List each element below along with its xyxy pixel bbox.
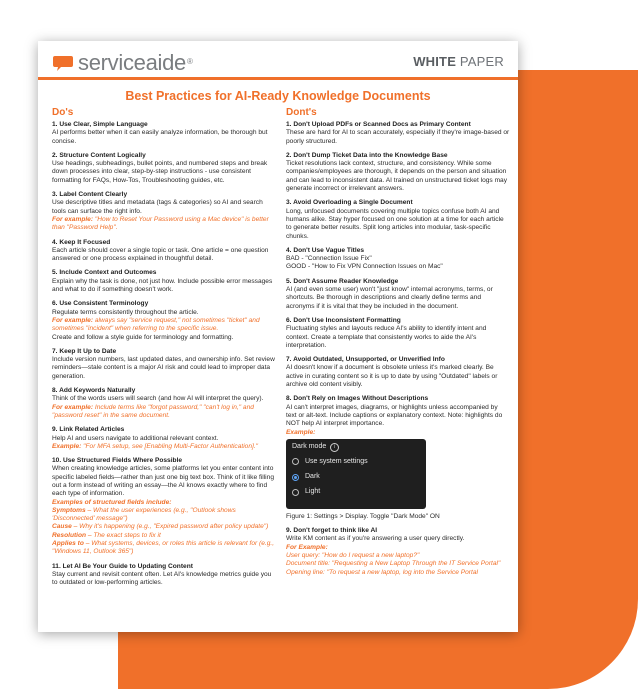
donts-item-title: 1. Don't Upload PDFs or Scanned Docs as Primary Content bbox=[286, 121, 471, 128]
donts-item-body: These are hard for AI to scan accurately, especially if they're image-based or poorly structured. bbox=[286, 129, 510, 145]
donts-item-body: Long, unfocused documents covering multiple topics confuse both AI and humans alike. Stay hyper focused on one solution at a time for each article to generate better results. Split long articles into modular, task-specific chunks. bbox=[286, 207, 504, 240]
donts-item bbox=[286, 121, 510, 146]
dos-item bbox=[52, 152, 276, 185]
field-text: – What the user experiences (e.g., "Outlook shows 'Disconnected' message") bbox=[52, 506, 236, 523]
dos-item bbox=[52, 191, 276, 232]
dos-item-title: 2. Structure Content Logically bbox=[52, 151, 146, 159]
dos-item-title: 4. Keep It Focused bbox=[52, 238, 111, 246]
dos-item bbox=[52, 426, 276, 451]
dos-item-title: 9. Link Related Articles bbox=[52, 426, 125, 434]
dos-item bbox=[52, 457, 276, 557]
example-label: For example: bbox=[52, 403, 94, 411]
dos-item-body: Each article should cover a single topic or task. One article = one question answered or one process explained in thoughtful detail. bbox=[52, 246, 269, 263]
field-text: – Why it's happening (e.g., "Expired password after policy update") bbox=[71, 523, 269, 531]
think-example-line: Opening line: "To request a new laptop, log into the Service Portal bbox=[286, 568, 478, 576]
dos-item-example bbox=[52, 443, 276, 451]
dark-mode-screenshot bbox=[286, 439, 426, 509]
dos-item-body-extra: Create and follow a style guide for terminology and formatting. bbox=[52, 333, 234, 341]
donts-item-title: 9. Don't forget to think like AI bbox=[286, 527, 378, 535]
dos-item-body: Explain why the task is done, not just how. Include possible error messages and what to do if something doesn't work. bbox=[52, 277, 273, 294]
field-label: Resolution bbox=[52, 531, 87, 539]
dos-item bbox=[52, 300, 276, 341]
donts-item-body: AI doesn't know if a document is obsolete unless it's marked clearly. Be active in curating content so it is up to date by using "Outdated" labels or archive old content visibly. bbox=[286, 364, 498, 389]
dos-item-body: Use descriptive titles and metadata (tags & categories) so AI and search tools can surface the right info. bbox=[52, 199, 263, 215]
donts-item bbox=[286, 247, 510, 272]
field-label: Symptoms bbox=[52, 506, 86, 514]
donts-item-title: 6. Don't Use Inconsistent Formatting bbox=[286, 316, 401, 324]
registered-mark: ® bbox=[186, 56, 193, 66]
field-text: – The exact steps to fix it bbox=[86, 531, 161, 539]
radio-icon bbox=[292, 489, 299, 496]
dos-item-title: 5. Include Context and Outcomes bbox=[52, 269, 157, 277]
radio-label: Use system settings bbox=[305, 457, 368, 465]
dos-item bbox=[52, 348, 276, 381]
dos-item-body: Stay current and revisit content often. Let AI's knowledge metrics guide you to outdated or low-performing articles. bbox=[52, 570, 272, 587]
structured-fields-heading: Examples of structured fields include: bbox=[52, 498, 172, 506]
structured-field bbox=[52, 523, 276, 531]
serviceaide-logo bbox=[52, 50, 193, 76]
donts-item-body: Ticket resolutions lack context, structure, and consistency. While some companies/employees are thorough, it depends on the person and situation and can lead to inconsistent data. AI trained on unstructured ticket logs may generate incorrect or irrelevant answers. bbox=[286, 160, 508, 193]
example-text: "For MFA setup, see [Enabling Multi-Factor Authentication]." bbox=[81, 442, 259, 450]
dos-item bbox=[52, 121, 276, 146]
donts-item-body: AI can't interpret images, diagrams, or highlights unless accompanied by text or alt-text. Include captions or explanatory context. Note: highlights do NOT help AI interpret importance. bbox=[286, 403, 503, 428]
header-divider bbox=[38, 77, 518, 80]
dos-item-body: Use headings, subheadings, bullet points, and numbered steps and break down processes into clear, step-by-step instructions - use consistent formatting for FAQs, How-Tos, Troubleshooting guides, etc. bbox=[52, 160, 268, 184]
dos-item-title: 8. Add Keywords Naturally bbox=[52, 387, 136, 395]
donts-item bbox=[286, 152, 510, 193]
field-text: – What systems, devices, or roles this article is relevant for (e.g., "Windows 11, Outlook 365") bbox=[52, 540, 275, 556]
dos-item-title: 1. Use Clear, Simple Language bbox=[52, 121, 148, 128]
dos-item bbox=[52, 387, 276, 420]
think-example-line: User query: "How do I request a new laptop?" bbox=[286, 551, 420, 559]
donts-item-title: 4. Don't Use Vague Titles bbox=[286, 246, 365, 254]
dos-item bbox=[52, 563, 276, 588]
donts-item-body: BAD - "Connection Issue Fix" bbox=[286, 255, 372, 263]
white-paper-page bbox=[38, 41, 518, 632]
speech-bubble-icon bbox=[52, 54, 74, 72]
dark-mode-title bbox=[286, 443, 426, 452]
example-label: Example: bbox=[286, 428, 316, 436]
donts-item-title: 7. Avoid Outdated, Unsupported, or Unverified Info bbox=[286, 356, 445, 364]
dos-item-example bbox=[52, 216, 276, 233]
radio-dark bbox=[286, 473, 426, 481]
radio-selected-icon bbox=[292, 474, 299, 481]
dos-item-example bbox=[52, 404, 276, 421]
dos-item bbox=[52, 239, 276, 264]
donts-item-title: 8. Don't Rely on Images Without Descriptions bbox=[286, 395, 429, 403]
radio-label: Light bbox=[305, 488, 321, 496]
donts-heading: Dont's bbox=[286, 107, 317, 118]
structured-field bbox=[52, 507, 276, 524]
donts-item-body: Write KM content as if you're answering a user query directly. bbox=[286, 535, 465, 543]
example-label: Example: bbox=[52, 442, 82, 450]
page-title: Best Practices for AI-Ready Knowledge Documents bbox=[125, 89, 431, 103]
donts-item bbox=[286, 356, 510, 389]
dos-item-body: AI performs better when it can easily analyze information, be thorough but concise. bbox=[52, 129, 268, 145]
dos-item-body: Think of the words users will search (and how AI will interpret the query). bbox=[52, 395, 264, 403]
donts-item-body-extra: GOOD - "How to Fix VPN Connection Issues on Mac" bbox=[286, 263, 443, 271]
dos-heading: Do's bbox=[52, 107, 74, 118]
donts-item-title: 5. Don't Assume Reader Knowledge bbox=[286, 277, 399, 285]
dos-item-title: 6. Use Consistent Terminology bbox=[52, 300, 149, 308]
example-text: "How to Reset Your Password using a Mac device" is better than "Password Help". bbox=[52, 215, 269, 232]
think-example-line: Document title: "Requesting a New Laptop Through the IT Service Portal" bbox=[286, 560, 501, 568]
dos-item-example bbox=[52, 317, 276, 334]
document-type-rest: PAPER bbox=[456, 54, 504, 69]
donts-item-title: 3. Avoid Overloading a Single Document bbox=[286, 199, 413, 207]
donts-item-title: 2. Don't Dump Ticket Data into the Knowledge Base bbox=[286, 151, 448, 159]
donts-item bbox=[286, 199, 510, 240]
donts-item-body: AI (and even some user) won't "just know" internal acronyms, terms, or shortcuts. Be thorough in descriptions and clearly define terms and acronyms if it is vital that they be included in the document. bbox=[286, 286, 493, 310]
example-text: always say "service request," not sometimes "ticket" and sometimes "incident" when referring to the specific issue. bbox=[52, 316, 260, 333]
dos-item-body: When creating knowledge articles, some platforms let you enter content into specific labeled fields—rather than just one big text box. Think of it like filling out a form instead of writing an essay—the AI knows exactly where to find each type of information. bbox=[52, 465, 274, 498]
dos-item-title: 3. Label Content Clearly bbox=[52, 191, 128, 199]
dos-item-title: 11. Let AI Be Your Guide to Updating Content bbox=[52, 562, 193, 570]
example-label: For example: bbox=[52, 215, 94, 223]
document-type bbox=[413, 54, 504, 69]
donts-item bbox=[286, 278, 510, 311]
dos-item-title: 10. Use Structured Fields Where Possible bbox=[52, 457, 183, 465]
dos-item-body: Help AI and users navigate to additional relevant context. bbox=[52, 434, 219, 442]
dos-item-body: Include version numbers, last updated dates, and ownership info. Set review reminders—stale content is a major AI risk and could lead to improper data generation. bbox=[52, 356, 275, 380]
donts-column bbox=[286, 107, 510, 583]
dos-item-body: Regulate terms consistently throughout the article. bbox=[52, 308, 199, 316]
figure-caption: Figure 1: Settings > Display. Toggle "Dark Mode" ON bbox=[286, 512, 440, 520]
dark-mode-title-text: Dark mode bbox=[292, 443, 327, 451]
donts-item-body: Fluctuating styles and layouts reduce AI's ability to identify intent and context. Create a template that consistently works to aide the AI's interpretation. bbox=[286, 325, 487, 349]
field-label: Applies to bbox=[52, 540, 84, 548]
dos-item-title: 7. Keep It Up to Date bbox=[52, 347, 117, 355]
donts-item bbox=[286, 317, 510, 350]
brand-name: serviceaide bbox=[78, 50, 186, 75]
radio-icon bbox=[292, 458, 299, 465]
example-label: For example: bbox=[52, 316, 94, 324]
document-type-bold: WHITE bbox=[413, 54, 457, 69]
radio-label: Dark bbox=[305, 473, 320, 481]
info-icon: i bbox=[330, 443, 339, 452]
donts-item bbox=[286, 395, 510, 521]
dos-column bbox=[52, 107, 276, 594]
structured-field bbox=[52, 532, 276, 540]
example-label: For Example: bbox=[286, 543, 328, 551]
page-header bbox=[38, 41, 518, 81]
structured-field bbox=[52, 540, 276, 557]
donts-item bbox=[286, 527, 510, 577]
dos-item bbox=[52, 269, 276, 294]
field-label: Cause bbox=[52, 523, 72, 531]
example-text: Include terms like "forgot password," "can't log in," and "password reset" in the same document. bbox=[52, 403, 254, 419]
radio-light bbox=[286, 488, 426, 496]
radio-use-system-settings bbox=[286, 458, 426, 466]
